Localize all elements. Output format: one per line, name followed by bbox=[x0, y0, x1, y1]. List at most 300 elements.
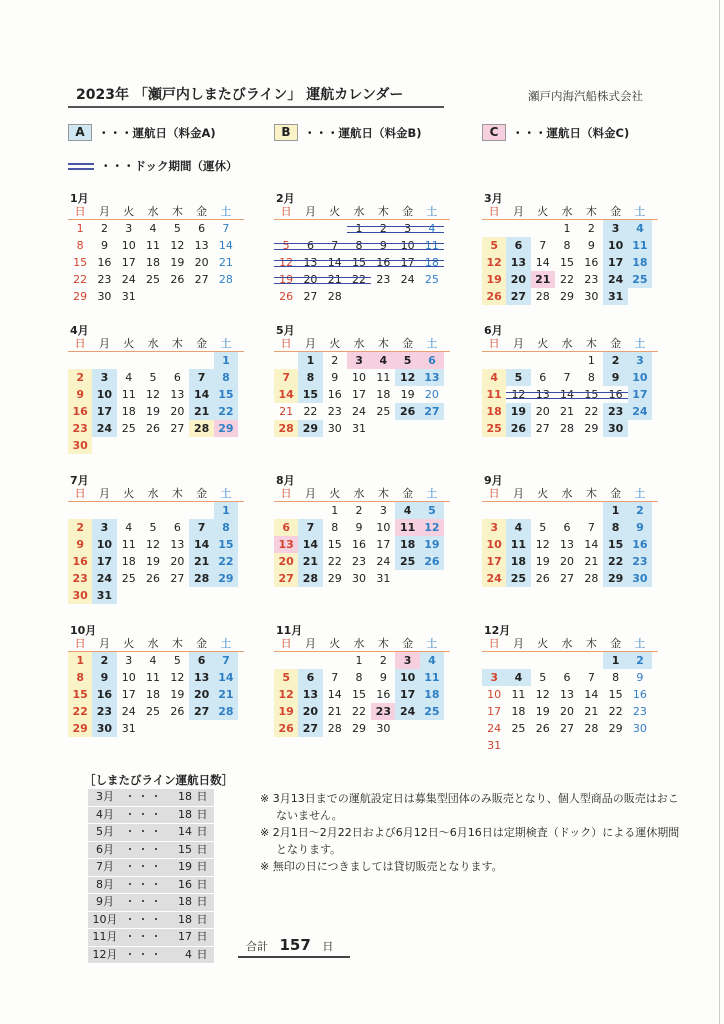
day-cell: 25 bbox=[420, 703, 444, 720]
day-cell: 9 bbox=[628, 519, 652, 536]
day-cell: 21 bbox=[279, 405, 294, 418]
legend-b-label: ・・・運航日（料金B) bbox=[304, 125, 422, 140]
empty-cell bbox=[579, 502, 603, 519]
summary-row bbox=[88, 894, 214, 912]
day-cell: 9 bbox=[636, 671, 644, 684]
day-cell: 27 bbox=[506, 288, 530, 305]
weekday-label: 月 bbox=[304, 205, 316, 218]
day-cell: 12 bbox=[146, 388, 161, 401]
weekday-label: 木 bbox=[377, 487, 389, 500]
summary-month: 8月 bbox=[96, 877, 114, 891]
weekday-label: 土 bbox=[220, 337, 232, 350]
weekday-header bbox=[482, 487, 658, 502]
day-cell: 14 bbox=[218, 239, 233, 252]
weekday-label: 土 bbox=[634, 337, 646, 350]
weekday-label: 水 bbox=[147, 637, 159, 650]
day-cell: 9 bbox=[331, 371, 339, 384]
month-9 bbox=[482, 474, 658, 587]
page-title: 2023年 「瀬戸内しまたびライン」 運航カレンダー bbox=[76, 87, 404, 103]
day-cell: 22 bbox=[347, 271, 371, 288]
summary-unit: 日 bbox=[196, 825, 208, 838]
weekday-label: 月 bbox=[512, 637, 524, 650]
note-item: ※ 2月1日～2月22日および6月12日～6月16日は定期検査（ドック）による運休期間となります。 bbox=[260, 826, 680, 856]
weekday-label: 月 bbox=[512, 487, 524, 500]
day-cell: 5 bbox=[395, 352, 419, 369]
day-cell: 3 bbox=[395, 652, 419, 669]
day-cell: 12 bbox=[146, 538, 161, 551]
summary-month: 7月 bbox=[96, 860, 114, 873]
empty-cell bbox=[189, 352, 213, 369]
day-cell: 13 bbox=[531, 386, 555, 403]
day-cell: 22 bbox=[327, 555, 342, 568]
day-cell: 9 bbox=[100, 239, 108, 252]
weekday-label: 日 bbox=[280, 637, 292, 650]
weekday-header bbox=[482, 205, 658, 220]
summary-table bbox=[88, 789, 214, 964]
day-cell: 21 bbox=[189, 403, 213, 420]
day-cell: 21 bbox=[560, 405, 575, 418]
day-cell: 9 bbox=[371, 237, 395, 254]
legend-c-swatch: C bbox=[482, 124, 506, 141]
day-cell: 1 bbox=[355, 654, 363, 667]
weekday-label: 月 bbox=[98, 205, 110, 218]
day-cell: 26 bbox=[279, 290, 294, 303]
day-cell: 29 bbox=[560, 290, 575, 303]
day-cell: 28 bbox=[560, 422, 575, 435]
day-cell: 13 bbox=[506, 254, 530, 271]
weekday-label: 木 bbox=[377, 337, 389, 350]
empty-cell bbox=[189, 502, 213, 519]
day-cell: 10 bbox=[482, 536, 506, 553]
day-cell: 2 bbox=[379, 654, 387, 667]
day-cell: 27 bbox=[274, 570, 298, 587]
weekday-label: 木 bbox=[377, 205, 389, 218]
day-cell: 30 bbox=[92, 720, 116, 737]
summary-dots: ・・・ bbox=[124, 842, 164, 856]
day-cell: 29 bbox=[352, 722, 367, 735]
summary-dots: ・・・ bbox=[124, 895, 164, 908]
summary-month: 12月 bbox=[92, 947, 118, 961]
day-cell: 4 bbox=[395, 502, 419, 519]
empty-cell bbox=[298, 652, 322, 669]
empty-cell bbox=[274, 220, 298, 237]
day-cell: 5 bbox=[274, 237, 298, 254]
day-cell: 2 bbox=[92, 652, 116, 669]
day-cell: 31 bbox=[487, 739, 502, 752]
empty-cell bbox=[506, 502, 530, 519]
weekday-label: 木 bbox=[171, 205, 183, 218]
day-cell: 28 bbox=[298, 570, 322, 587]
day-cell: 6 bbox=[506, 237, 530, 254]
day-cell: 2 bbox=[587, 222, 595, 235]
day-cell: 29 bbox=[603, 570, 627, 587]
day-cell: 10 bbox=[487, 688, 502, 701]
day-cell: 1 bbox=[214, 502, 238, 519]
day-cell: 17 bbox=[395, 254, 419, 271]
day-cell: 15 bbox=[608, 688, 623, 701]
day-cell: 12 bbox=[535, 538, 550, 551]
day-cell: 1 bbox=[603, 652, 627, 669]
day-cell: 28 bbox=[327, 722, 342, 735]
empty-cell bbox=[141, 352, 165, 369]
day-cell: 3 bbox=[379, 504, 387, 517]
summary-row bbox=[88, 877, 214, 895]
day-cell: 5 bbox=[482, 237, 506, 254]
summary-unit: 日 bbox=[196, 807, 208, 821]
summary-dots: ・・・ bbox=[124, 930, 164, 943]
day-cell: 20 bbox=[298, 703, 322, 720]
day-cell: 28 bbox=[218, 273, 233, 286]
day-cell: 20 bbox=[424, 388, 439, 401]
weekday-label: 火 bbox=[537, 487, 549, 500]
day-cell: 29 bbox=[298, 420, 322, 437]
summary-unit: 日 bbox=[196, 895, 208, 908]
day-cell: 15 bbox=[352, 688, 367, 701]
day-cell: 3 bbox=[482, 669, 506, 686]
summary-month: 3月 bbox=[96, 790, 114, 803]
weekday-label: 月 bbox=[512, 205, 524, 218]
day-cell: 26 bbox=[274, 720, 298, 737]
empty-cell bbox=[141, 502, 165, 519]
empty-cell bbox=[165, 502, 189, 519]
day-cell: 12 bbox=[395, 369, 419, 386]
legend-c-label: ・・・運航日（料金C) bbox=[512, 125, 630, 140]
day-cell: 15 bbox=[68, 686, 92, 703]
day-cell: 15 bbox=[579, 386, 603, 403]
day-cell: 30 bbox=[352, 572, 367, 585]
day-cell: 25 bbox=[146, 705, 161, 718]
summary-dots: ・・・ bbox=[124, 860, 164, 873]
day-cell: 30 bbox=[628, 570, 652, 587]
month-name: 10月 bbox=[70, 624, 97, 637]
day-cell: 12 bbox=[506, 386, 530, 403]
day-cell: 23 bbox=[327, 405, 342, 418]
weekday-label: 月 bbox=[98, 337, 110, 350]
day-cell: 11 bbox=[628, 237, 652, 254]
weekday-label: 木 bbox=[171, 487, 183, 500]
day-cell: 23 bbox=[97, 273, 112, 286]
day-cell: 29 bbox=[214, 420, 238, 437]
weekday-label: 火 bbox=[329, 487, 341, 500]
day-cell: 27 bbox=[194, 273, 209, 286]
weekday-label: 水 bbox=[147, 337, 159, 350]
day-cell: 20 bbox=[560, 705, 575, 718]
day-cell: 12 bbox=[170, 239, 185, 252]
summary-dots: ・・・ bbox=[124, 947, 164, 961]
day-cell: 22 bbox=[608, 705, 623, 718]
summary-dots: ・・・ bbox=[124, 790, 164, 803]
day-cell: 16 bbox=[92, 686, 116, 703]
weekday-header bbox=[68, 337, 244, 352]
day-cell: 6 bbox=[189, 652, 213, 669]
weekday-label: 日 bbox=[74, 337, 86, 350]
day-cell: 15 bbox=[560, 256, 575, 269]
day-cell: 25 bbox=[121, 422, 136, 435]
empty-cell bbox=[298, 220, 322, 237]
day-cell: 18 bbox=[420, 254, 444, 271]
day-cell: 24 bbox=[376, 555, 391, 568]
day-cell: 14 bbox=[327, 688, 342, 701]
legend-a-label: ・・・運航日（料金A) bbox=[98, 125, 216, 140]
day-cell: 18 bbox=[395, 536, 419, 553]
empty-cell bbox=[323, 220, 347, 237]
day-cell: 23 bbox=[68, 570, 92, 587]
day-cell: 3 bbox=[347, 352, 371, 369]
day-cell: 30 bbox=[327, 422, 342, 435]
day-cell: 6 bbox=[173, 371, 181, 384]
summary-unit: 日 bbox=[196, 930, 208, 943]
day-cell: 28 bbox=[535, 290, 550, 303]
month-name: 9月 bbox=[484, 474, 503, 487]
day-cell: 7 bbox=[587, 521, 595, 534]
weekday-header bbox=[68, 205, 244, 220]
day-cell: 14 bbox=[323, 254, 347, 271]
weekday-label: 月 bbox=[304, 637, 316, 650]
day-cell: 5 bbox=[173, 222, 181, 235]
day-cell: 8 bbox=[298, 369, 322, 386]
day-cell: 13 bbox=[560, 538, 575, 551]
month-8 bbox=[274, 474, 450, 587]
day-cell: 19 bbox=[535, 555, 550, 568]
day-cell: 13 bbox=[560, 688, 575, 701]
weekday-label: 火 bbox=[537, 205, 549, 218]
empty-cell bbox=[274, 502, 298, 519]
weekday-label: 水 bbox=[147, 205, 159, 218]
weekday-label: 日 bbox=[488, 205, 500, 218]
day-cell: 5 bbox=[506, 369, 530, 386]
day-cell: 26 bbox=[535, 722, 550, 735]
empty-cell bbox=[579, 652, 603, 669]
day-cell: 12 bbox=[420, 519, 444, 536]
weekday-label: 火 bbox=[537, 337, 549, 350]
day-cell: 24 bbox=[482, 570, 506, 587]
empty-cell bbox=[531, 220, 555, 237]
day-cell: 4 bbox=[125, 521, 133, 534]
day-cell: 19 bbox=[420, 536, 444, 553]
day-cell: 9 bbox=[587, 239, 595, 252]
summary-count: 15 bbox=[178, 842, 192, 856]
weekday-label: 金 bbox=[402, 337, 414, 350]
day-cell: 5 bbox=[149, 521, 157, 534]
weekday-label: 月 bbox=[98, 637, 110, 650]
day-cell: 6 bbox=[420, 352, 444, 369]
day-cell: 7 bbox=[189, 519, 213, 536]
day-cell: 23 bbox=[628, 553, 652, 570]
summary-dots: ・・・ bbox=[124, 877, 164, 891]
day-cell: 26 bbox=[420, 553, 444, 570]
weekday-label: 日 bbox=[488, 637, 500, 650]
day-cell: 26 bbox=[506, 420, 530, 437]
day-cell: 19 bbox=[146, 555, 161, 568]
summary-month: 4月 bbox=[96, 807, 114, 821]
weekday-label: 土 bbox=[220, 487, 232, 500]
company-name: 瀬戸内海汽船株式会社 bbox=[528, 89, 643, 103]
day-cell: 23 bbox=[352, 555, 367, 568]
day-cell: 2 bbox=[628, 652, 652, 669]
weekday-label: 火 bbox=[123, 337, 135, 350]
day-cell: 3 bbox=[603, 220, 627, 237]
day-cell: 13 bbox=[274, 536, 298, 553]
day-cell: 8 bbox=[563, 239, 571, 252]
day-cell: 10 bbox=[395, 669, 419, 686]
day-cell: 25 bbox=[395, 553, 419, 570]
day-cell: 24 bbox=[603, 271, 627, 288]
day-cell: 30 bbox=[376, 722, 391, 735]
weekday-label: 月 bbox=[304, 337, 316, 350]
day-cell: 24 bbox=[92, 420, 116, 437]
day-cell: 1 bbox=[347, 220, 371, 237]
month-name: 1月 bbox=[70, 192, 89, 205]
day-cell: 8 bbox=[347, 237, 371, 254]
day-cell: 7 bbox=[222, 222, 230, 235]
day-cell: 7 bbox=[331, 671, 339, 684]
day-cell: 30 bbox=[632, 722, 647, 735]
legend-dock bbox=[68, 158, 238, 174]
empty-cell bbox=[68, 352, 92, 369]
empty-cell bbox=[68, 502, 92, 519]
day-cell: 25 bbox=[376, 405, 391, 418]
day-cell: 13 bbox=[420, 369, 444, 386]
summary-dots: ・・・ bbox=[124, 912, 164, 926]
day-cell: 23 bbox=[376, 273, 391, 286]
day-cell: 29 bbox=[73, 290, 88, 303]
day-cell: 23 bbox=[584, 273, 599, 286]
day-cell: 11 bbox=[420, 669, 444, 686]
weekday-header bbox=[274, 205, 450, 220]
day-cell: 24 bbox=[400, 273, 415, 286]
day-cell: 4 bbox=[420, 220, 444, 237]
day-cell: 4 bbox=[506, 669, 530, 686]
day-cell: 16 bbox=[376, 688, 391, 701]
weekday-label: 木 bbox=[585, 487, 597, 500]
day-cell: 2 bbox=[331, 354, 339, 367]
day-cell: 29 bbox=[327, 572, 342, 585]
summary-count: 17 bbox=[178, 930, 192, 943]
empty-cell bbox=[482, 502, 506, 519]
day-cell: 31 bbox=[352, 422, 367, 435]
day-cell: 14 bbox=[298, 536, 322, 553]
day-cell: 20 bbox=[560, 555, 575, 568]
day-cell: 17 bbox=[121, 256, 136, 269]
month-3 bbox=[482, 192, 658, 305]
empty-cell bbox=[165, 352, 189, 369]
weekday-label: 土 bbox=[426, 637, 438, 650]
weekday-header bbox=[274, 337, 450, 352]
day-cell: 3 bbox=[482, 519, 506, 536]
day-cell: 26 bbox=[535, 572, 550, 585]
empty-cell bbox=[274, 352, 298, 369]
day-cell: 22 bbox=[73, 273, 88, 286]
day-cell: 9 bbox=[68, 386, 92, 403]
weekday-label: 水 bbox=[353, 487, 365, 500]
month-7 bbox=[68, 474, 244, 604]
day-cell: 6 bbox=[198, 222, 206, 235]
summary-month: 6月 bbox=[96, 842, 114, 856]
day-cell: 18 bbox=[376, 388, 391, 401]
empty-cell bbox=[506, 220, 530, 237]
day-cell: 9 bbox=[92, 669, 116, 686]
day-cell: 15 bbox=[214, 386, 238, 403]
day-cell: 29 bbox=[68, 720, 92, 737]
day-cell: 22 bbox=[303, 405, 318, 418]
weekday-label: 金 bbox=[610, 205, 622, 218]
day-cell: 20 bbox=[194, 256, 209, 269]
day-cell: 24 bbox=[352, 405, 367, 418]
day-cell: 16 bbox=[632, 688, 647, 701]
day-cell: 30 bbox=[68, 587, 92, 604]
day-cell: 1 bbox=[214, 352, 238, 369]
day-cell: 18 bbox=[121, 555, 136, 568]
month-6 bbox=[482, 324, 658, 437]
day-cell: 6 bbox=[298, 237, 322, 254]
day-cell: 6 bbox=[298, 669, 322, 686]
day-cell: 20 bbox=[170, 405, 185, 418]
weekday-label: 火 bbox=[329, 337, 341, 350]
empty-cell bbox=[298, 502, 322, 519]
day-cell: 22 bbox=[214, 553, 238, 570]
weekday-label: 日 bbox=[488, 487, 500, 500]
day-cell: 19 bbox=[170, 688, 185, 701]
day-cell: 27 bbox=[170, 572, 185, 585]
summary-row bbox=[88, 824, 214, 842]
summary-unit: 日 bbox=[196, 860, 208, 873]
day-cell: 21 bbox=[214, 686, 238, 703]
day-cell: 13 bbox=[194, 239, 209, 252]
weekday-label: 金 bbox=[610, 337, 622, 350]
day-cell: 17 bbox=[487, 705, 502, 718]
day-cell: 7 bbox=[298, 519, 322, 536]
weekday-label: 月 bbox=[98, 487, 110, 500]
weekday-label: 日 bbox=[488, 337, 500, 350]
summary-dots: ・・・ bbox=[124, 807, 164, 821]
empty-cell bbox=[323, 652, 347, 669]
day-cell: 18 bbox=[482, 403, 506, 420]
day-cell: 11 bbox=[482, 386, 506, 403]
day-cell: 19 bbox=[274, 703, 298, 720]
empty-cell bbox=[274, 652, 298, 669]
weekday-label: 水 bbox=[353, 637, 365, 650]
day-cell: 17 bbox=[92, 553, 116, 570]
day-cell: 11 bbox=[146, 671, 161, 684]
month-name: 6月 bbox=[484, 324, 503, 337]
day-cell: 26 bbox=[146, 572, 161, 585]
day-cell: 31 bbox=[376, 572, 391, 585]
day-cell: 22 bbox=[603, 553, 627, 570]
day-cell: 31 bbox=[603, 288, 627, 305]
day-cell: 29 bbox=[608, 722, 623, 735]
day-cell: 4 bbox=[482, 369, 506, 386]
day-cell: 3 bbox=[92, 369, 116, 386]
weekday-label: 火 bbox=[123, 637, 135, 650]
day-cell: 17 bbox=[603, 254, 627, 271]
weekday-label: 日 bbox=[74, 205, 86, 218]
day-cell: 31 bbox=[121, 722, 136, 735]
day-cell: 6 bbox=[173, 521, 181, 534]
empty-cell bbox=[555, 652, 579, 669]
day-cell: 1 bbox=[331, 504, 339, 517]
month-11 bbox=[274, 624, 450, 737]
day-cell: 9 bbox=[355, 521, 363, 534]
note-item: ※ 3月13日までの運航設定日は募集型団体のみ販売となり、個人型商品の販売はおこないません。 bbox=[260, 792, 679, 822]
day-cell: 2 bbox=[355, 504, 363, 517]
day-cell: 15 bbox=[347, 254, 371, 271]
summary-row bbox=[88, 912, 214, 930]
day-cell: 26 bbox=[146, 422, 161, 435]
day-cell: 20 bbox=[274, 553, 298, 570]
page-edge bbox=[719, 0, 720, 1024]
summary-month: 10月 bbox=[92, 912, 118, 926]
day-cell: 21 bbox=[298, 553, 322, 570]
